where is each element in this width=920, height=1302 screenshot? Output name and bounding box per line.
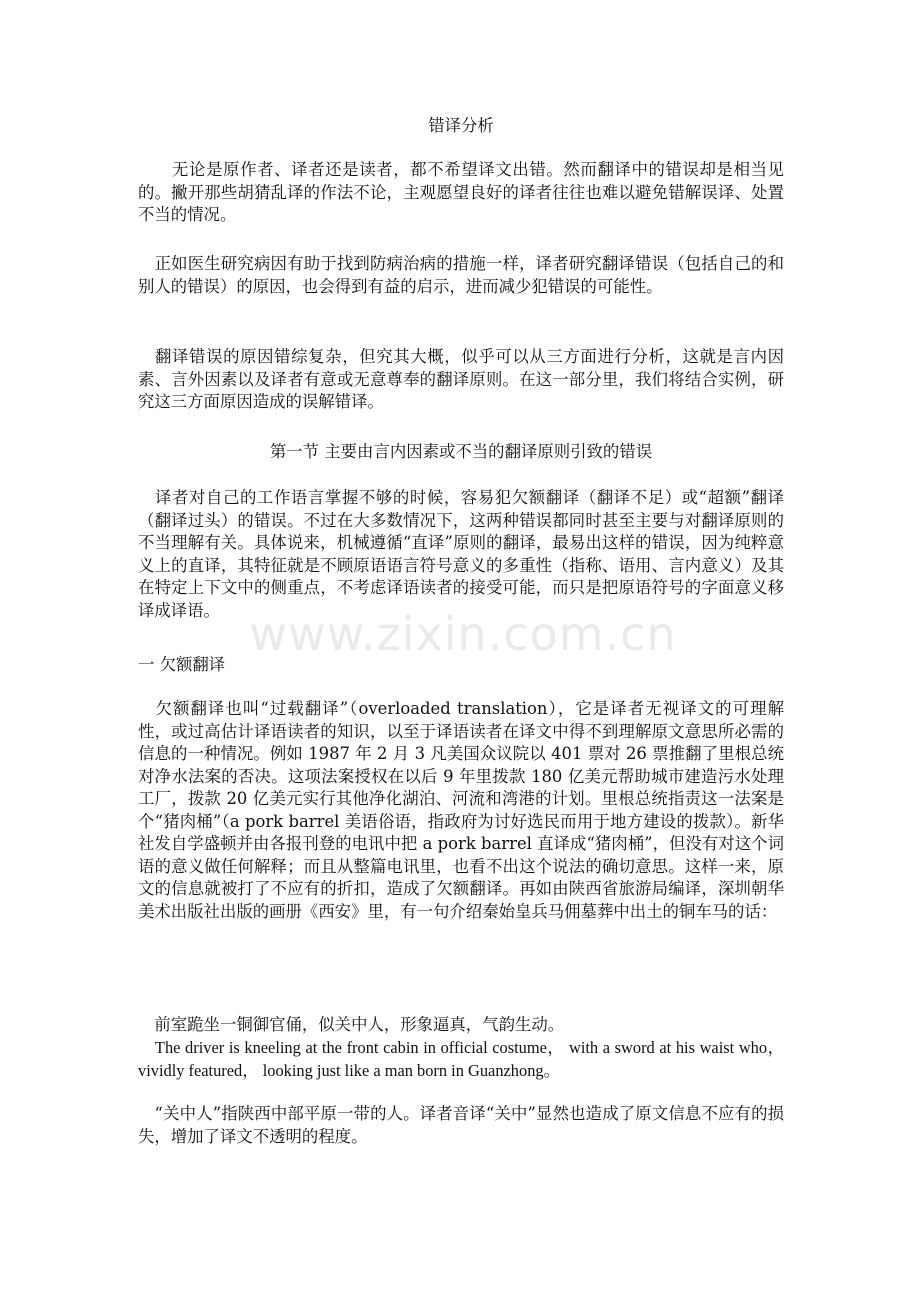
document-title: 错译分析: [428, 116, 494, 135]
example-chinese: 前室跪坐一铜御官俑，似关中人，形象逼真，气韵生动。: [138, 1015, 565, 1034]
section-heading: 第一节 主要由言内因素或不当的翻译原则引致的错误: [269, 442, 653, 461]
paragraph-intro-2: 正如医生研究病因有助于找到防病治病的措施一样，译者研究翻译错误（包括自己的和别人的错误）的原因，也会得到有益的启示，进而减少犯错误的可能性。: [138, 254, 784, 296]
subsection-heading: 一 欠额翻译: [138, 655, 226, 674]
watermark: www.zixin.com.cn: [249, 607, 677, 661]
paragraph-closing: “关中人”指陕西中部平原一带的人。译者音译“关中”显然也造成了原文信息不应有的损失，增加了译文不透明的程度。: [138, 1104, 784, 1146]
paragraph-intro-1: 无论是原作者、译者还是读者，都不希望译文出错。然而翻译中的错误却是相当见的。撇开那些胡猜乱译的作法不论，主观愿望良好的译者往往也难以避免错解误译、处置不当的情况。: [138, 160, 784, 224]
paragraph-intro-3: 翻译错误的原因错综复杂，但究其大概，似乎可以从三方面进行分析，这就是言内因素、言外因素以及译者有意或无意尊奉的翻译原则。在这一部分里，我们将结合实例，研究这三方面原因造成的误解错译。: [138, 347, 784, 411]
paragraph-section-1: 译者对自己的工作语言掌握不够的时候，容易犯欠额翻译（翻译不足）或“超额”翻译（翻译过头）的错误。不过在大多数情况下，这两种错误都同时甚至主要与对翻译原则的不当理解有关。具体说来，机械遵循“直译”原则的翻译，最易出这样的错误，因为纯粹意义上的直译，其特征就是不顾原语语言符号意义的多重性（指称、语用、言内意义）及其在特定上下文中的侧重点，不考虑译语读者的接受可能，而只是把原语符号的字面意义移译成译语。: [138, 488, 784, 620]
example-english: The driver is kneeling at the front cabin in official costume， with a sword at his waist who， vividly featured， looking just like a man born in Guanzhong。: [138, 1038, 784, 1080]
paragraph-underloaded-translation: 欠额翻译也叫“过载翻译”（overloaded translation），它是译者无视译文的可理解性，或过高估计译语读者的知识，以至于译语读者在译文中得不到理解原文意思所必需的信息的一种情况。例如 1987 年 2 月 3 凡美国众议院以 401 票对 26 票推翻了里根总统对净水法案的否决。这项法案授权在以后 9 年里拨款 180 亿美元帮助城市建造污水处理工厂，拨款 20 亿美元实行其他净化湖泊、河流和湾港的计划。里根总统指责这一法案是个“猪肉桶”（a pork barrel 美语俗语，指政府为讨好选民而用于地方建设的拨款）。新华社发自学盛顿并由各报刊登的电讯中把 a pork barrel 直译成“猪肉桶”，但没有对这个词语的意义做任何解释；而且从整篇电讯里，也看不出这个说法的确切意思。这样一来，原文的信息就被打了不应有的折扣，造成了欠额翻译。再如由陕西省旅游局编译，深圳朝华美术出版社出版的画册《西安》里，有一句介绍秦始皇兵马佣墓葬中出土的铜车马的话：: [138, 699, 784, 921]
